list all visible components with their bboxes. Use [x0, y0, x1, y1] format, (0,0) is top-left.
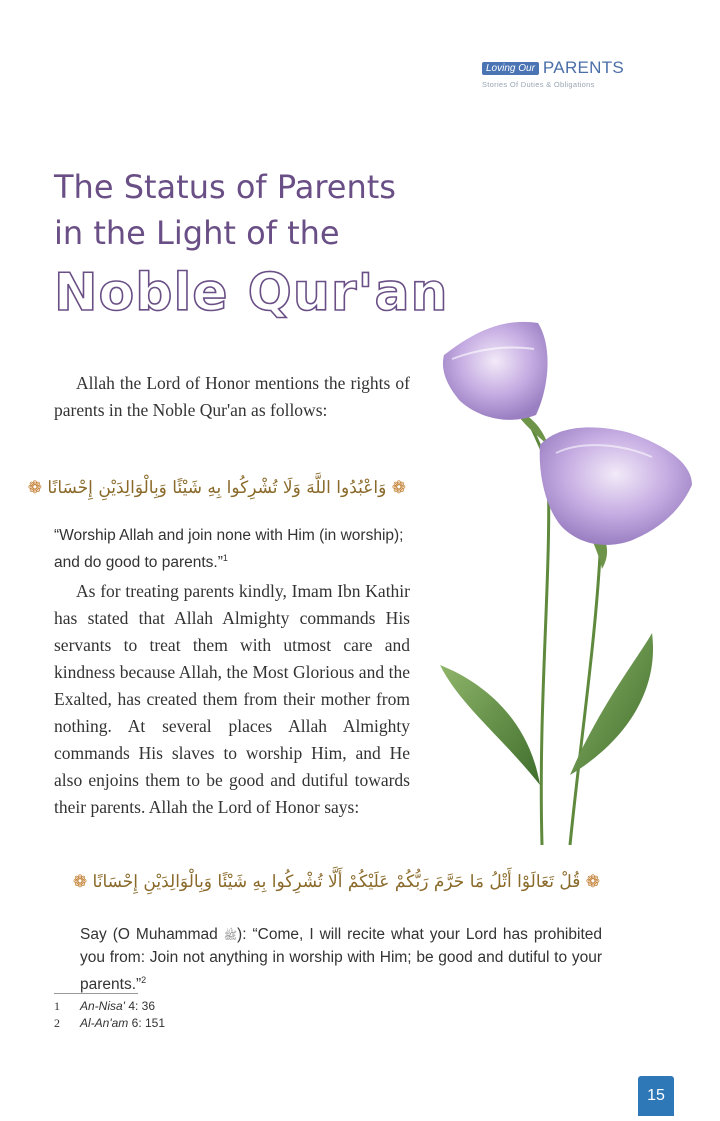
footnote-number: 2	[54, 1016, 60, 1030]
ornament-icon: ❁	[27, 478, 43, 498]
footnote-number: 1	[54, 999, 60, 1013]
arabic-verse-2-text: قُلْ تَعَالَوْا أَتْلُ مَا حَرَّمَ رَبُّكُمْ عَلَيْكُمْ أَلَّا تُشْرِكُوا بِهِ شَيْئًا وَبِالْوَالِدَيْنِ إِحْسَانًا	[92, 872, 581, 892]
arabic-verse-1	[27, 478, 406, 498]
verse-translation-2	[80, 924, 602, 996]
footnote-location: 6: 151	[128, 1016, 166, 1030]
intro-paragraph: Allah the Lord of Honor mentions the rights of parents in the Noble Qur'an as follows:	[54, 373, 410, 420]
body-paragraph: As for treating parents kindly, Imam Ibn Kathir has stated that Allah Almighty commands His servants to treat them with utmost care and kindness because Allah, the Most Glorious and the Exalted, has created them from their mother from nothing. At several places Allah Almighty commands His slaves to worship Him, and He also enjoins them to be good and dutiful towards their parents. Allah the Lord of Honor says:	[54, 581, 410, 817]
ornament-icon: ❁	[585, 872, 600, 892]
verse-translation-2-prefix: Say (O Muhammad	[80, 926, 224, 943]
honorific-glyph: ﷺ	[223, 930, 238, 942]
flower-illustration	[430, 315, 710, 855]
header-subtitle: Stories Of Duties & Obligations	[482, 80, 595, 89]
flower-top	[443, 322, 548, 420]
arabic-verse-2	[72, 872, 600, 892]
header-badge: Loving Our	[482, 62, 539, 75]
stem-right	[570, 555, 600, 845]
verse-translation-1	[54, 524, 414, 574]
verse-translation-2-text: ): “Come, I will recite what your Lord has prohibited you from: Join not anything in worship with Him; be good and dutiful to your parents.”	[80, 926, 602, 994]
leaf-left	[440, 665, 540, 785]
header-title: PARENTS	[542, 58, 625, 77]
arabic-verse-1-text: وَاعْبُدُوا اللَّهَ وَلَا تُشْرِكُوا بِهِ شَيْئًا وَبِالْوَالِدَيْنِ إِحْسَانًا	[47, 478, 387, 498]
footnote-source: An-Nisa'	[80, 999, 125, 1013]
footnote-ref-2: 2	[141, 975, 147, 985]
chapter-title-line-1: The Status of Parents	[54, 168, 396, 206]
footnote-2	[54, 1016, 165, 1031]
flower-bottom	[540, 427, 692, 545]
ornament-icon: ❁	[72, 872, 88, 892]
stem-left	[541, 465, 548, 845]
chapter-title-line-2: in the Light of the	[54, 214, 340, 252]
page-number: 15	[638, 1076, 674, 1116]
footnote-1	[54, 999, 155, 1014]
ornament-icon: ❁	[391, 478, 406, 498]
leaf-right	[570, 633, 653, 775]
footnote-source: Al-An'am	[80, 1016, 129, 1030]
chapter-title-line-3: Noble Qur'an	[54, 263, 449, 323]
verse-translation-1-text: “Worship Allah and join none with Him (in worship); and do good to parents.”	[54, 527, 404, 572]
running-header	[482, 58, 632, 89]
footnote-ref-1: 1	[222, 553, 228, 563]
footnote-divider	[54, 993, 138, 994]
footnote-location: 4: 36	[124, 999, 156, 1013]
